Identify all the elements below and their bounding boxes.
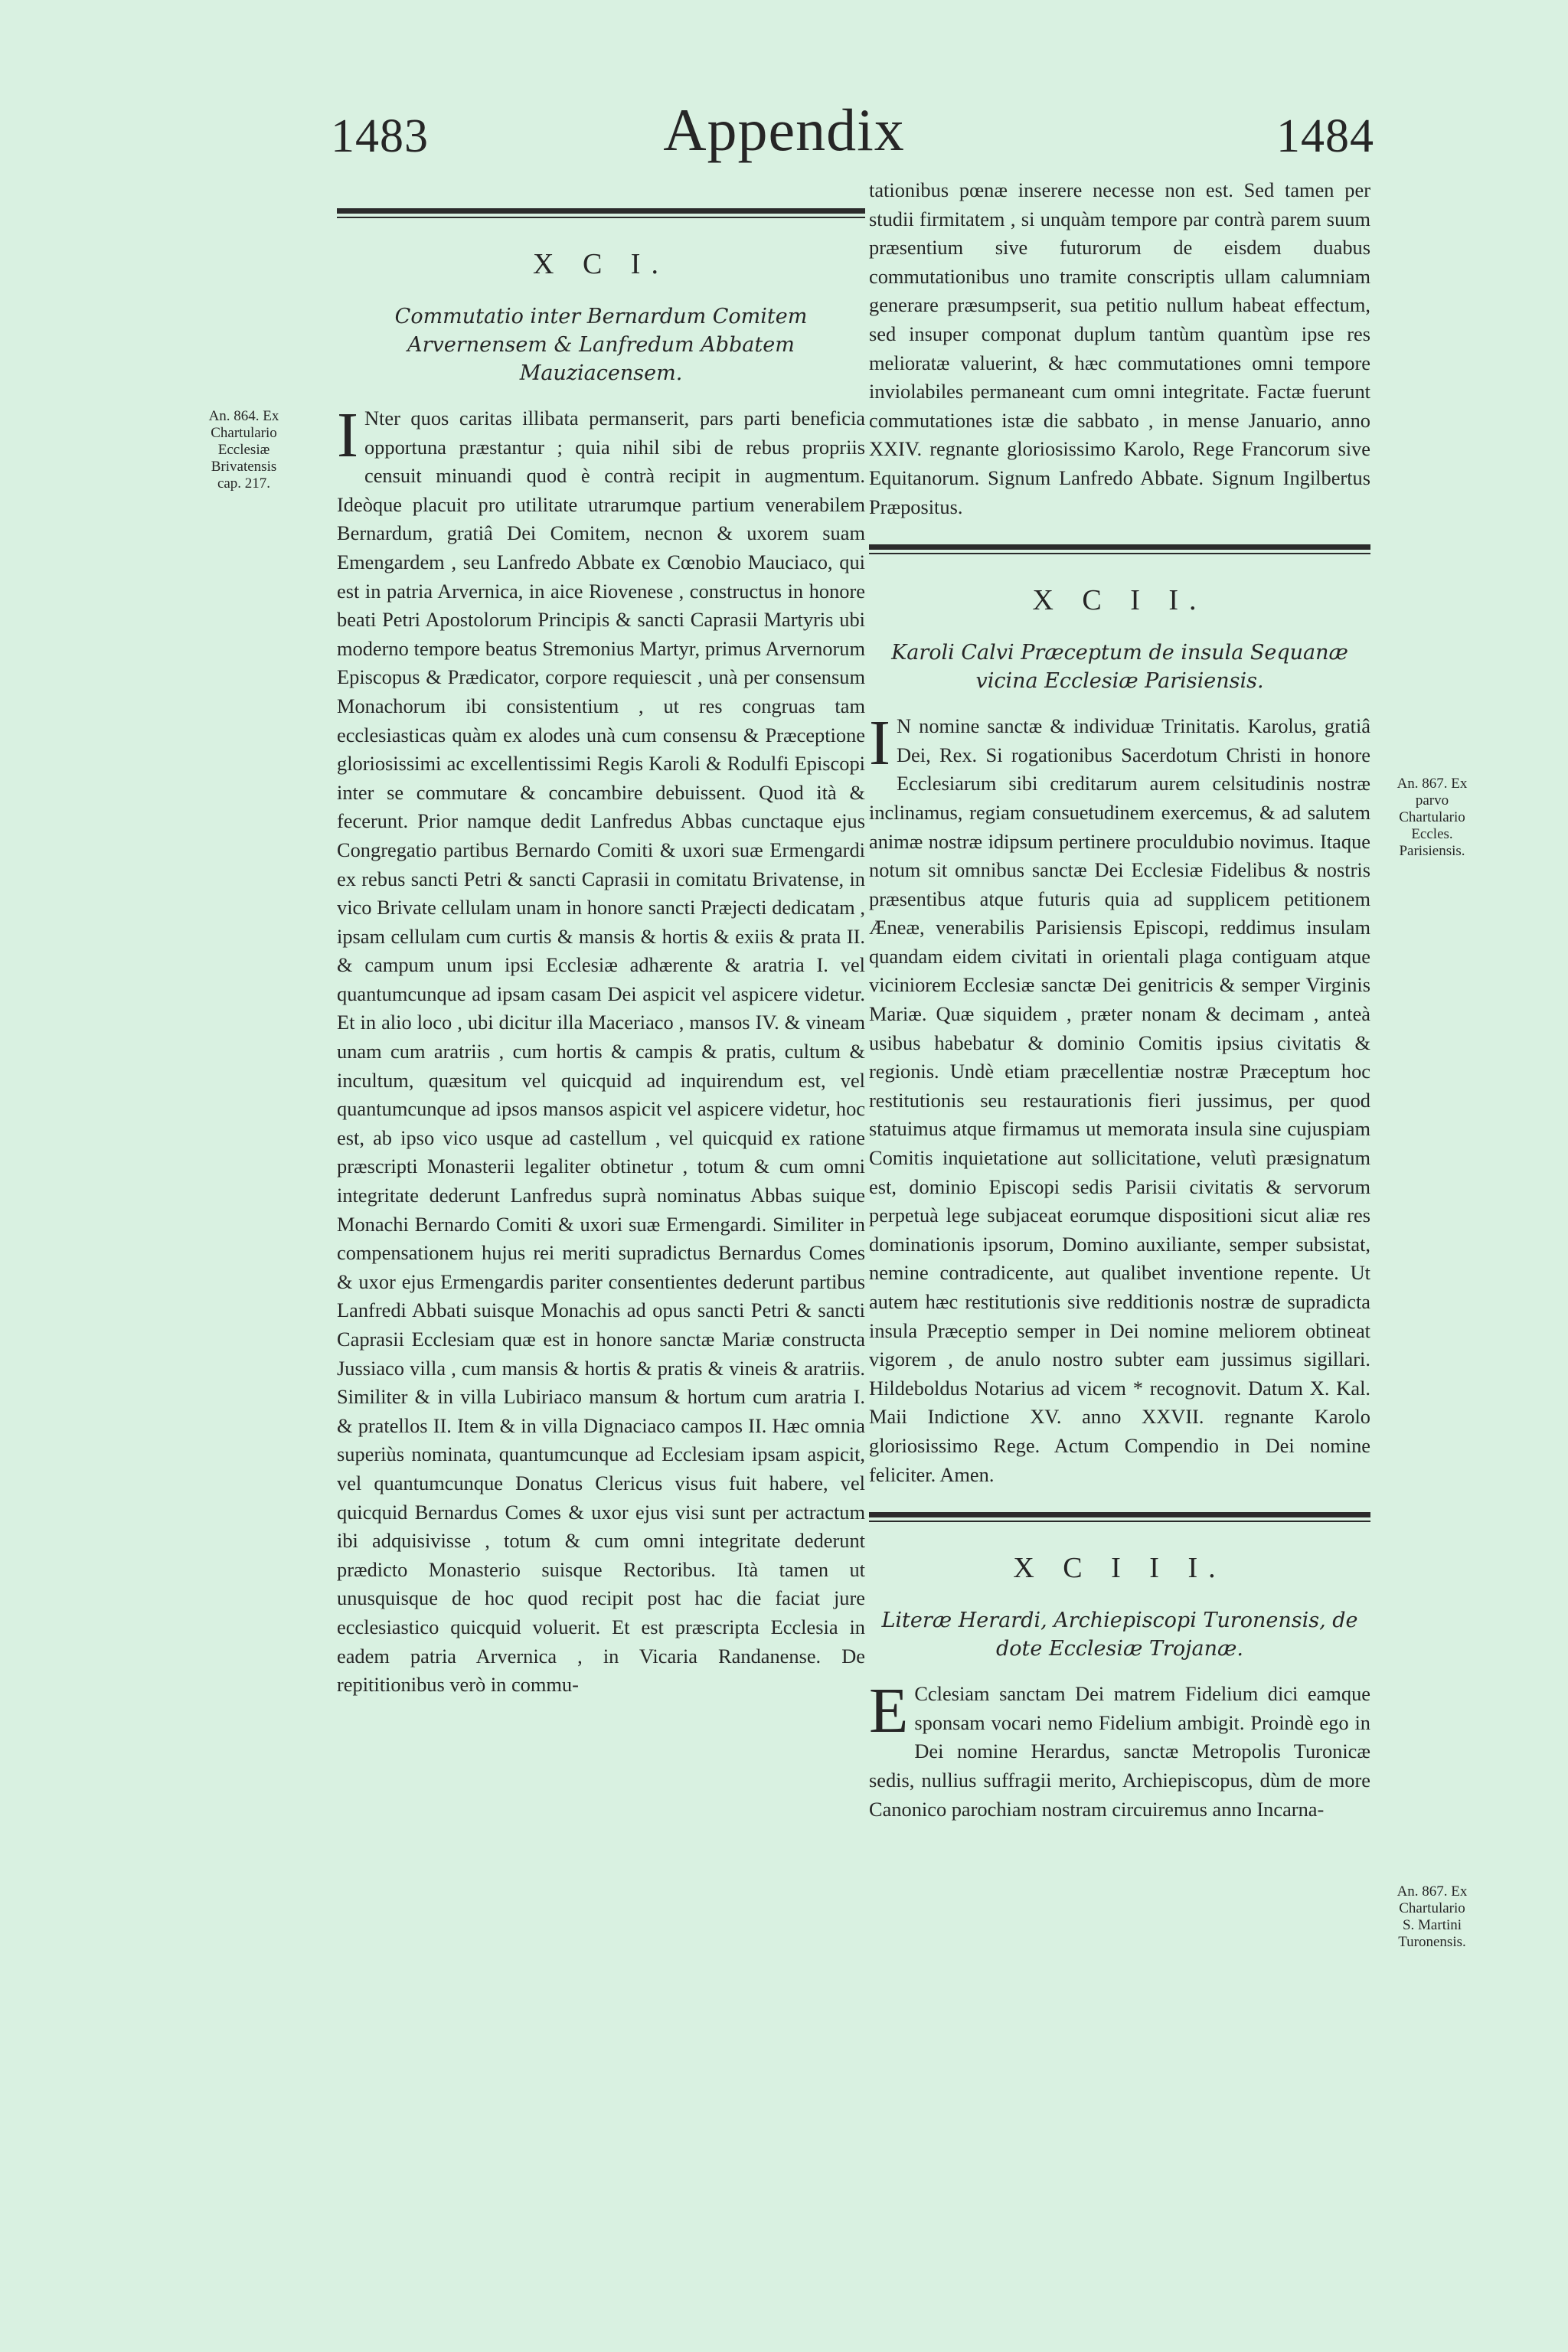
drop-cap: E	[869, 1675, 909, 1747]
drop-cap: I	[337, 400, 358, 471]
section-title: Literæ Herardi, Archiepiscopi Turonensis, de dote Ecclesiæ Trojanæ.	[881, 1609, 1358, 1661]
section-continuation: tationibus pœnæ inserere necesse non est. Sed tamen per studii firmitatem , si unquàm tempore par contrà parem suum præsentium sive futurorum de eisdem duabus commutationibus uno tramite conscriptis ullam calumniam generare præsumpserit, sua petitio nullum habeat effectum, sed insuper componat duplum tantùm quantùm ipse res melioratæ valuerint, & hæc commutationes omni tempore inviolabiles permaneant cum omni integritate. Factæ fuerunt commutationes istæ die sabbato , in mense Januario, anno XXIV. regnante gloriosissimo Karolo, Rege Francorum sive Equitanorum. Signum Lanfredo Abbate. Signum Ingilbertus Præpositus.	[869, 178, 1370, 518]
section-body	[869, 707, 1370, 1489]
page-header	[0, 96, 1568, 180]
section-rule	[869, 1512, 1370, 1522]
running-title: Appendix	[663, 96, 905, 163]
section-number: X C I I.	[1032, 584, 1207, 617]
margin-note-left: An. 864. Ex Chartulario Ecclesiæ Brivatensis cap. 217.	[208, 408, 279, 492]
left-column	[337, 199, 865, 1700]
margin-note-right-2: An. 867. Ex Chartulario S. Martini Turonensis.	[1396, 1883, 1468, 1950]
section-number: X C I I I.	[1013, 1552, 1227, 1585]
section-rule	[337, 208, 865, 218]
section-number: X C I.	[533, 248, 669, 280]
section-body	[869, 1675, 1370, 1824]
page-number-left: 1483	[331, 110, 429, 162]
section-body	[337, 400, 865, 1700]
section-text: Nter quos caritas illibata permanserit, pars parti beneficia opportuna præstantur ; quia nihil sibi de rebus propriis censuit minuandi quod è contrà recipit in augmentum. Ideòque placuit pro utilitate utrarumque partium venerabilem Bernardum, gratiâ Dei Comitem, necnon & uxorem suam Emengardem , seu Lanfredo Abbate ex Cœnobio Mauciaco, qui est in patria Arvernica, in aice Riovenese , constructus in honore beati Petri Apostolorum Principis & sancti Caprasii Martyris ubi moderno tempore beatus Stremonius Martyr, primus Arvernorum Episcopus & Prædicator, corpore requiescit , unà per consensum Monachorum ibi consistentium , ut res congruas tam ecclesiasticas quàm ex alodes unà cum consensu & Præceptione gloriosissimi ac excellentissimi Regis Karoli & Rodulfi Episcopi inter se commutare & concambire debuissent. Quod ità & fecerunt. Prior namque dedit Lanfredus Abbas cunctaque ejus Congregatio partibus Bernardo Comiti & uxori suæ Ermengardi ex rebus sancti Petri & sancti Caprasii in comitatu Brivatense, in vico Brivate cellulam unam in honore sancti Præjecti dedicatam , ipsam cellulam cum curtis & mansis & hortis & exiis & prata II. & campum unum ipsi Ecclesiæ adhærente & aratria I. vel quantumcunque ad ipsam casam Dei aspicit vel aspicere videtur. Et in alio loco , ubi dicitur illa Maceriaco , mansos IV. & vineam unam cum aratriis , cum hortis & campis & pratis, cultum & incultum, quæsitum vel quicquid ad inquirendum est, vel quantumcunque ad ipsos mansos aspicit vel aspicere videtur, hoc est, ab ipso vico usque ad castellum , vel quicquid ex ratione præscripti Monasterii legaliter obtinetur , totum & cum omni integritate dederunt Lanfredus suprà nominatus Abbas suique Monachi Bernardo Comiti & uxori suæ Ermengardi. Similiter in compensationem hujus rei meriti supradictus Bernardus Comes & uxor ejus Ermengardis pariter consentientes dederunt partibus Lanfredi Abbati suisque Monachis ad opus sancti Petri & sancti Caprasii Ecclesiam quæ est in honore sanctæ Mariæ constructa Jussiaco villa , cum mansis & hortis & pratis & vineis & aratriis. Similiter & in villa Lubiriaco mansum & hortum cum aratria I. & pratellos II. Item & in villa Dignaciaco campos II. Hæc omnia superiùs nominata, quantumcunque ad Ecclesiam ipsam aspicit, vel quantumcunque Donatus Clericus visus fuit habere, vel quicquid Bernardus Comes & uxor ejus visi sunt per actractum ibi adquisivisse , totum & cum omni integritate dederunt prædicto Monasterio suisque Rectoribus. Ità tamen ut unusquisque de hoc quod recipit post hac die faciat jure ecclesiastico quicquid voluerit. Et est præscripta Ecclesia in eadem patria Arvernica , in Vicaria Randanense. De repititionibus verò in commu-	[337, 407, 865, 1697]
margin-note-right-1: An. 867. Ex parvo Chartulario Eccles. Parisiensis.	[1396, 776, 1468, 859]
section-title: Commutatio inter Bernardum Comitem Arvernensem & Lanfredum Abbatem Mauziacensem.	[394, 305, 808, 385]
section-text: N nomine sanctæ & individuæ Trinitatis. Karolus, gratiâ Dei, Rex. Si rogationibus Sacerdotum Christi in honore Ecclesiarum sibi creditarum aurem celsitudinis nostræ inclinamus, regiam consuetudinem exercemus, & ad salutem animæ nostræ idipsum pertinere proculdubio novimus. Itaque notum sit omnibus sanctæ Dei Ecclesiæ Fidelibus & nostris præsentibus atque futuris quia ad supplicem petitionem Æneæ, venerabilis Parisiensis Episcopi, reddimus insulam quandam eidem civitati in orientali plaga contiguam atque viciniorem Ecclesiæ sanctæ Dei genitricis & semper Virginis Mariæ. Quæ siquidem , præter nonam & decimam , anteà usibus habebatur & dominio Comitis ipsius civitatis & regionis. Undè etiam præcellentiæ nostræ Præceptum hoc restitutionis seu restaurationis fieri jussimus, per quod statuimus atque firmamus ut memorata insula sine cujuspiam Comitis inquietatione aut sollicitatione, velutì præsignatum est, dominio Episcopi sedis Parisii civitatis & servorum perpetuà lege subjaceat eorumque dispositioni sicut aliæ res dominationis ipsorum, Domino auxiliante, semper subsistat, nemine contradicente, aut qualibet inventione repente. Ut autem hæc restitutionis sive redditionis nostræ de supradicta insula Præceptio semper in Dei nomine meliorem obtineat vigorem , de anulo nostro subter eam jussimus sigillari. Hildeboldus Notarius ad vicem * recognovit. Datum X. Kal. Maii Indictione XV. anno XXVII. regnante Karolo gloriosissimo Rege. Actum Compendio in Dei nomine feliciter. Amen.	[869, 714, 1370, 1486]
page-number-right: 1484	[1276, 110, 1374, 162]
section-rule	[869, 544, 1370, 554]
section-text: Cclesiam sanctam Dei matrem Fidelium dici eamque sponsam vocari nemo Fidelium ambigit. Proindè ego in Dei nomine Herardus, sanctæ Metropolis Turonicæ sedis, nullius suffragii merito, Archiepiscopus, dùm de more Canonico parochiam nostram circuiremus anno Incarna-	[869, 1682, 1370, 1821]
drop-cap: I	[869, 707, 890, 779]
section-title: Karoli Calvi Præceptum de insula Sequanæ vicina Ecclesiæ Parisiensis.	[891, 641, 1348, 694]
right-column	[869, 176, 1370, 1824]
